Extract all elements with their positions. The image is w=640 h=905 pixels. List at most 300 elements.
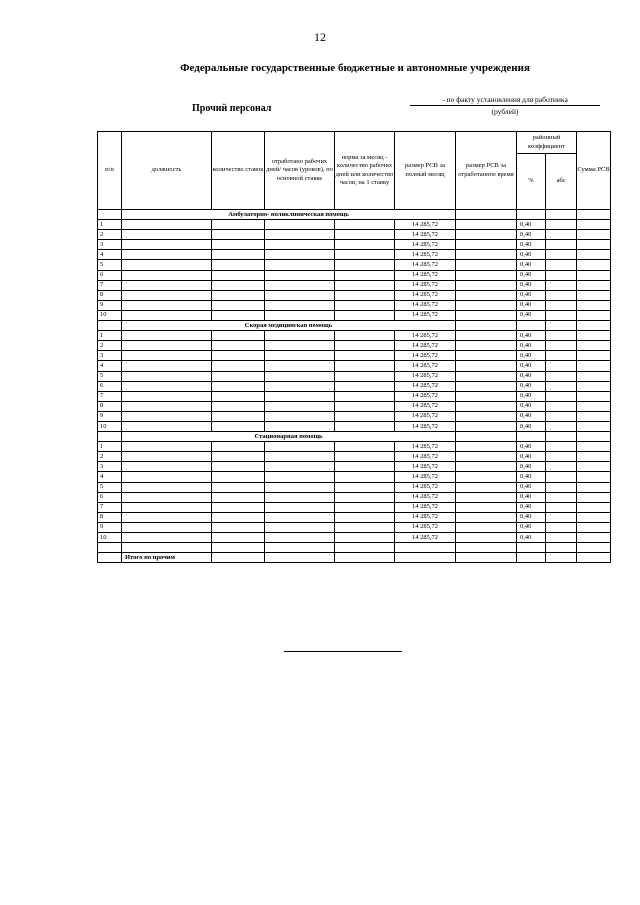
row-empty-cell-0 xyxy=(122,280,212,290)
rcv-worked-cell xyxy=(456,462,517,472)
sum-cell xyxy=(577,462,611,472)
row-number: 2 xyxy=(98,230,122,240)
sum-cell xyxy=(577,310,611,320)
coef-pct-value: 0,40 xyxy=(517,250,546,260)
coef-abs-cell xyxy=(546,331,577,341)
sum-cell xyxy=(577,361,611,371)
row-empty-cell-3 xyxy=(335,421,395,431)
total-empty-cell-6 xyxy=(546,553,577,563)
sum-cell xyxy=(577,381,611,391)
coef-pct-value: 0,40 xyxy=(517,522,546,532)
sum-cell xyxy=(577,260,611,270)
row-number: 7 xyxy=(98,280,122,290)
row-empty-cell-0 xyxy=(122,341,212,351)
rcv-worked-cell xyxy=(456,452,517,462)
col-header-rcv-full: размер РСВ за полный месяц xyxy=(395,132,456,210)
page-title: Федеральные государственные бюджетные и автономные учреждения xyxy=(180,62,530,74)
row-empty-cell-3 xyxy=(335,401,395,411)
row-number: 7 xyxy=(98,391,122,401)
section-empty-cell-0 xyxy=(456,321,517,331)
rcv-worked-cell xyxy=(456,310,517,320)
row-empty-cell-3 xyxy=(335,270,395,280)
row-empty-cell-3 xyxy=(335,371,395,381)
row-empty-cell-3 xyxy=(335,482,395,492)
row-empty-cell-0 xyxy=(122,502,212,512)
table-row xyxy=(98,522,611,532)
row-empty-cell-3 xyxy=(335,220,395,230)
row-empty-cell-3 xyxy=(335,472,395,482)
blank-row xyxy=(98,543,611,553)
row-number: 8 xyxy=(98,401,122,411)
row-empty-cell-1 xyxy=(212,421,265,431)
row-empty-cell-1 xyxy=(212,381,265,391)
section-empty-cell-1 xyxy=(517,210,546,220)
rcv-worked-cell xyxy=(456,331,517,341)
sum-cell xyxy=(577,502,611,512)
sum-cell xyxy=(577,220,611,230)
coef-pct-value: 0,40 xyxy=(517,381,546,391)
section-row xyxy=(98,432,611,442)
sum-cell xyxy=(577,411,611,421)
row-empty-cell-1 xyxy=(212,442,265,452)
row-number: 10 xyxy=(98,310,122,320)
coef-pct-value: 0,40 xyxy=(517,472,546,482)
row-number: 4 xyxy=(98,472,122,482)
sum-cell xyxy=(577,300,611,310)
rcv-full-value: 14 285,72 xyxy=(395,300,456,310)
sum-cell xyxy=(577,522,611,532)
row-empty-cell-2 xyxy=(265,462,335,472)
section-blank-cell xyxy=(98,321,122,331)
row-empty-cell-0 xyxy=(122,220,212,230)
unit-note xyxy=(410,94,600,117)
row-empty-cell-0 xyxy=(122,522,212,532)
coef-pct-value: 0,40 xyxy=(517,361,546,371)
section-title: Стационарная помощь xyxy=(122,432,456,442)
rcv-worked-cell xyxy=(456,371,517,381)
row-empty-cell-2 xyxy=(265,361,335,371)
row-empty-cell-2 xyxy=(265,331,335,341)
row-number: 1 xyxy=(98,331,122,341)
row-empty-cell-0 xyxy=(122,442,212,452)
row-empty-cell-1 xyxy=(212,522,265,532)
row-empty-cell-2 xyxy=(265,472,335,482)
row-empty-cell-0 xyxy=(122,260,212,270)
coef-pct-value: 0,40 xyxy=(517,512,546,522)
table-row xyxy=(98,270,611,280)
rcv-full-value: 14 285,72 xyxy=(395,512,456,522)
section-empty-cell-1 xyxy=(517,432,546,442)
rcv-worked-cell xyxy=(456,411,517,421)
coef-pct-value: 0,40 xyxy=(517,401,546,411)
rcv-worked-cell xyxy=(456,361,517,371)
row-empty-cell-0 xyxy=(122,533,212,543)
coef-abs-cell xyxy=(546,522,577,532)
row-empty-cell-1 xyxy=(212,250,265,260)
section-blank-cell xyxy=(98,210,122,220)
personnel-table xyxy=(97,131,611,563)
coef-pct-value: 0,40 xyxy=(517,371,546,381)
rcv-full-value: 14 285,72 xyxy=(395,452,456,462)
coef-abs-cell xyxy=(546,462,577,472)
coef-pct-value: 0,40 xyxy=(517,341,546,351)
row-number: 8 xyxy=(98,512,122,522)
row-number: 9 xyxy=(98,411,122,421)
row-number: 3 xyxy=(98,240,122,250)
rcv-full-value: 14 285,72 xyxy=(395,381,456,391)
table-row xyxy=(98,391,611,401)
table-row xyxy=(98,411,611,421)
row-empty-cell-1 xyxy=(212,533,265,543)
sum-cell xyxy=(577,533,611,543)
rcv-full-value: 14 285,72 xyxy=(395,472,456,482)
table-row xyxy=(98,482,611,492)
coef-abs-cell xyxy=(546,300,577,310)
row-empty-cell-1 xyxy=(212,240,265,250)
table-row xyxy=(98,452,611,462)
total-empty-cell-0 xyxy=(212,553,265,563)
row-empty-cell-0 xyxy=(122,331,212,341)
coef-abs-cell xyxy=(546,421,577,431)
row-empty-cell-1 xyxy=(212,482,265,492)
row-number: 3 xyxy=(98,351,122,361)
row-empty-cell-2 xyxy=(265,240,335,250)
row-empty-cell-1 xyxy=(212,280,265,290)
blank-cell-4 xyxy=(335,543,395,553)
row-empty-cell-2 xyxy=(265,371,335,381)
row-empty-cell-3 xyxy=(335,452,395,462)
coef-abs-cell xyxy=(546,230,577,240)
total-empty-cell-1 xyxy=(265,553,335,563)
coef-abs-cell xyxy=(546,270,577,280)
col-header-coef-pct: % xyxy=(517,154,546,210)
table-row xyxy=(98,341,611,351)
row-empty-cell-2 xyxy=(265,502,335,512)
row-empty-cell-2 xyxy=(265,482,335,492)
table-row xyxy=(98,230,611,240)
section-empty-cell-0 xyxy=(456,210,517,220)
coef-pct-value: 0,40 xyxy=(517,260,546,270)
rcv-worked-cell xyxy=(456,442,517,452)
coef-pct-value: 0,40 xyxy=(517,310,546,320)
table-row xyxy=(98,250,611,260)
row-empty-cell-2 xyxy=(265,452,335,462)
total-empty-cell-4 xyxy=(456,553,517,563)
sum-cell xyxy=(577,270,611,280)
rcv-worked-cell xyxy=(456,240,517,250)
row-number: 4 xyxy=(98,361,122,371)
row-empty-cell-3 xyxy=(335,361,395,371)
table-row xyxy=(98,381,611,391)
coef-abs-cell xyxy=(546,250,577,260)
row-empty-cell-2 xyxy=(265,351,335,361)
row-empty-cell-2 xyxy=(265,280,335,290)
coef-abs-cell xyxy=(546,442,577,452)
rcv-worked-cell xyxy=(456,230,517,240)
table-row xyxy=(98,240,611,250)
row-empty-cell-1 xyxy=(212,310,265,320)
sum-cell xyxy=(577,391,611,401)
row-empty-cell-1 xyxy=(212,472,265,482)
rcv-full-value: 14 285,72 xyxy=(395,482,456,492)
coef-abs-cell xyxy=(546,391,577,401)
coef-pct-value: 0,40 xyxy=(517,280,546,290)
row-number: 2 xyxy=(98,452,122,462)
coef-abs-cell xyxy=(546,502,577,512)
sum-cell xyxy=(577,492,611,502)
row-empty-cell-3 xyxy=(335,300,395,310)
coef-abs-cell xyxy=(546,361,577,371)
note-line-1: - по факту установления для работника xyxy=(410,94,600,106)
table-row xyxy=(98,421,611,431)
row-empty-cell-1 xyxy=(212,230,265,240)
row-empty-cell-2 xyxy=(265,310,335,320)
rcv-full-value: 14 285,72 xyxy=(395,230,456,240)
coef-pct-value: 0,40 xyxy=(517,270,546,280)
row-empty-cell-3 xyxy=(335,533,395,543)
rcv-worked-cell xyxy=(456,290,517,300)
coef-abs-cell xyxy=(546,240,577,250)
total-row xyxy=(98,553,611,563)
rcv-worked-cell xyxy=(456,522,517,532)
coef-pct-value: 0,40 xyxy=(517,421,546,431)
table-row xyxy=(98,300,611,310)
section-row xyxy=(98,210,611,220)
col-header-worked: отработано рабочих дней/ часов (уроков), по основной ставке xyxy=(265,132,335,210)
table-body xyxy=(98,132,611,563)
row-empty-cell-1 xyxy=(212,270,265,280)
blank-cell-9 xyxy=(577,543,611,553)
section-empty-cell-3 xyxy=(577,321,611,331)
table-row xyxy=(98,331,611,341)
rcv-worked-cell xyxy=(456,280,517,290)
total-empty-cell-5 xyxy=(517,553,546,563)
table-row xyxy=(98,462,611,472)
row-empty-cell-0 xyxy=(122,462,212,472)
row-empty-cell-3 xyxy=(335,411,395,421)
row-empty-cell-0 xyxy=(122,482,212,492)
sum-cell xyxy=(577,240,611,250)
rcv-worked-cell xyxy=(456,391,517,401)
row-empty-cell-3 xyxy=(335,512,395,522)
coef-pct-value: 0,40 xyxy=(517,533,546,543)
row-empty-cell-1 xyxy=(212,290,265,300)
row-empty-cell-0 xyxy=(122,230,212,240)
row-number: 5 xyxy=(98,260,122,270)
row-empty-cell-3 xyxy=(335,240,395,250)
table-row xyxy=(98,220,611,230)
table-row xyxy=(98,280,611,290)
row-empty-cell-3 xyxy=(335,341,395,351)
rcv-full-value: 14 285,72 xyxy=(395,492,456,502)
row-number: 8 xyxy=(98,290,122,300)
note-line-2: (рублей) xyxy=(491,107,519,116)
row-empty-cell-1 xyxy=(212,341,265,351)
row-empty-cell-1 xyxy=(212,351,265,361)
col-header-position: должность xyxy=(122,132,212,210)
section-empty-cell-1 xyxy=(517,321,546,331)
table-row xyxy=(98,401,611,411)
row-empty-cell-2 xyxy=(265,230,335,240)
coef-pct-value: 0,40 xyxy=(517,442,546,452)
row-empty-cell-2 xyxy=(265,290,335,300)
row-empty-cell-0 xyxy=(122,391,212,401)
row-empty-cell-0 xyxy=(122,421,212,431)
sum-cell xyxy=(577,250,611,260)
row-number: 6 xyxy=(98,492,122,502)
coef-pct-value: 0,40 xyxy=(517,300,546,310)
rcv-worked-cell xyxy=(456,220,517,230)
row-empty-cell-1 xyxy=(212,220,265,230)
row-empty-cell-0 xyxy=(122,401,212,411)
coef-pct-value: 0,40 xyxy=(517,452,546,462)
rcv-full-value: 14 285,72 xyxy=(395,250,456,260)
total-empty-cell-7 xyxy=(577,553,611,563)
coef-pct-value: 0,40 xyxy=(517,391,546,401)
coef-abs-cell xyxy=(546,371,577,381)
table-row xyxy=(98,442,611,452)
rcv-worked-cell xyxy=(456,381,517,391)
rcv-full-value: 14 285,72 xyxy=(395,361,456,371)
section-empty-cell-3 xyxy=(577,432,611,442)
coef-pct-value: 0,40 xyxy=(517,502,546,512)
row-empty-cell-2 xyxy=(265,533,335,543)
table-row xyxy=(98,492,611,502)
sum-cell xyxy=(577,421,611,431)
row-empty-cell-0 xyxy=(122,290,212,300)
table-row xyxy=(98,290,611,300)
coef-abs-cell xyxy=(546,452,577,462)
row-empty-cell-2 xyxy=(265,492,335,502)
total-label: Итого по прочим xyxy=(122,553,212,563)
sum-cell xyxy=(577,341,611,351)
row-number: 9 xyxy=(98,300,122,310)
section-empty-cell-2 xyxy=(546,210,577,220)
blank-cell-0 xyxy=(98,543,122,553)
col-header-rcv-worked: размер РСВ за отработанное время xyxy=(456,132,517,210)
sum-cell xyxy=(577,452,611,462)
rcv-full-value: 14 285,72 xyxy=(395,310,456,320)
row-empty-cell-3 xyxy=(335,290,395,300)
rcv-worked-cell xyxy=(456,341,517,351)
rcv-worked-cell xyxy=(456,401,517,411)
blank-cell-8 xyxy=(546,543,577,553)
rcv-full-value: 14 285,72 xyxy=(395,421,456,431)
row-empty-cell-0 xyxy=(122,310,212,320)
row-empty-cell-1 xyxy=(212,371,265,381)
sum-cell xyxy=(577,482,611,492)
coef-pct-value: 0,40 xyxy=(517,462,546,472)
rcv-full-value: 14 285,72 xyxy=(395,502,456,512)
sum-cell xyxy=(577,371,611,381)
rcv-full-value: 14 285,72 xyxy=(395,220,456,230)
row-empty-cell-3 xyxy=(335,250,395,260)
row-number: 10 xyxy=(98,421,122,431)
row-empty-cell-2 xyxy=(265,260,335,270)
sum-cell xyxy=(577,290,611,300)
sum-cell xyxy=(577,230,611,240)
section-empty-cell-2 xyxy=(546,432,577,442)
blank-cell-3 xyxy=(265,543,335,553)
coef-pct-value: 0,40 xyxy=(517,240,546,250)
col-header-norm: норма за месяц - количество рабочих дней или количество часов, на 1 ставку xyxy=(335,132,395,210)
sum-cell xyxy=(577,351,611,361)
row-number: 3 xyxy=(98,462,122,472)
blank-cell-1 xyxy=(122,543,212,553)
table-row xyxy=(98,371,611,381)
row-empty-cell-1 xyxy=(212,361,265,371)
rcv-full-value: 14 285,72 xyxy=(395,391,456,401)
table-row xyxy=(98,512,611,522)
row-empty-cell-3 xyxy=(335,442,395,452)
rcv-worked-cell xyxy=(456,421,517,431)
row-empty-cell-1 xyxy=(212,260,265,270)
row-empty-cell-2 xyxy=(265,270,335,280)
row-number: 6 xyxy=(98,381,122,391)
rcv-full-value: 14 285,72 xyxy=(395,462,456,472)
rcv-worked-cell xyxy=(456,270,517,280)
row-empty-cell-2 xyxy=(265,220,335,230)
row-number: 1 xyxy=(98,220,122,230)
rcv-full-value: 14 285,72 xyxy=(395,442,456,452)
header-row-1 xyxy=(98,132,611,154)
row-number: 4 xyxy=(98,250,122,260)
row-empty-cell-0 xyxy=(122,270,212,280)
rcv-full-value: 14 285,72 xyxy=(395,522,456,532)
row-number: 6 xyxy=(98,270,122,280)
sum-cell xyxy=(577,331,611,341)
blank-cell-5 xyxy=(395,543,456,553)
row-empty-cell-0 xyxy=(122,250,212,260)
rcv-full-value: 14 285,72 xyxy=(395,331,456,341)
coef-abs-cell xyxy=(546,482,577,492)
row-empty-cell-0 xyxy=(122,492,212,502)
row-empty-cell-0 xyxy=(122,472,212,482)
rcv-full-value: 14 285,72 xyxy=(395,290,456,300)
section-empty-cell-3 xyxy=(577,210,611,220)
row-empty-cell-2 xyxy=(265,300,335,310)
row-empty-cell-2 xyxy=(265,250,335,260)
col-header-rates: количество ставок xyxy=(212,132,265,210)
row-empty-cell-3 xyxy=(335,260,395,270)
page-number: 12 xyxy=(314,30,326,44)
coef-pct-value: 0,40 xyxy=(517,351,546,361)
row-empty-cell-3 xyxy=(335,462,395,472)
rcv-worked-cell xyxy=(456,492,517,502)
row-empty-cell-1 xyxy=(212,401,265,411)
section-blank-cell xyxy=(98,432,122,442)
sum-cell xyxy=(577,512,611,522)
row-empty-cell-3 xyxy=(335,310,395,320)
coef-abs-cell xyxy=(546,310,577,320)
rcv-full-value: 14 285,72 xyxy=(395,280,456,290)
coef-abs-cell xyxy=(546,512,577,522)
rcv-worked-cell xyxy=(456,250,517,260)
row-empty-cell-1 xyxy=(212,391,265,401)
row-empty-cell-3 xyxy=(335,391,395,401)
coef-abs-cell xyxy=(546,492,577,502)
row-empty-cell-0 xyxy=(122,512,212,522)
coef-pct-value: 0,40 xyxy=(517,492,546,502)
row-empty-cell-3 xyxy=(335,331,395,341)
section-title: Скорая медицинская помощь xyxy=(122,321,456,331)
rcv-full-value: 14 285,72 xyxy=(395,270,456,280)
row-empty-cell-3 xyxy=(335,230,395,240)
coef-abs-cell xyxy=(546,472,577,482)
section-empty-cell-2 xyxy=(546,321,577,331)
row-empty-cell-1 xyxy=(212,492,265,502)
coef-abs-cell xyxy=(546,280,577,290)
